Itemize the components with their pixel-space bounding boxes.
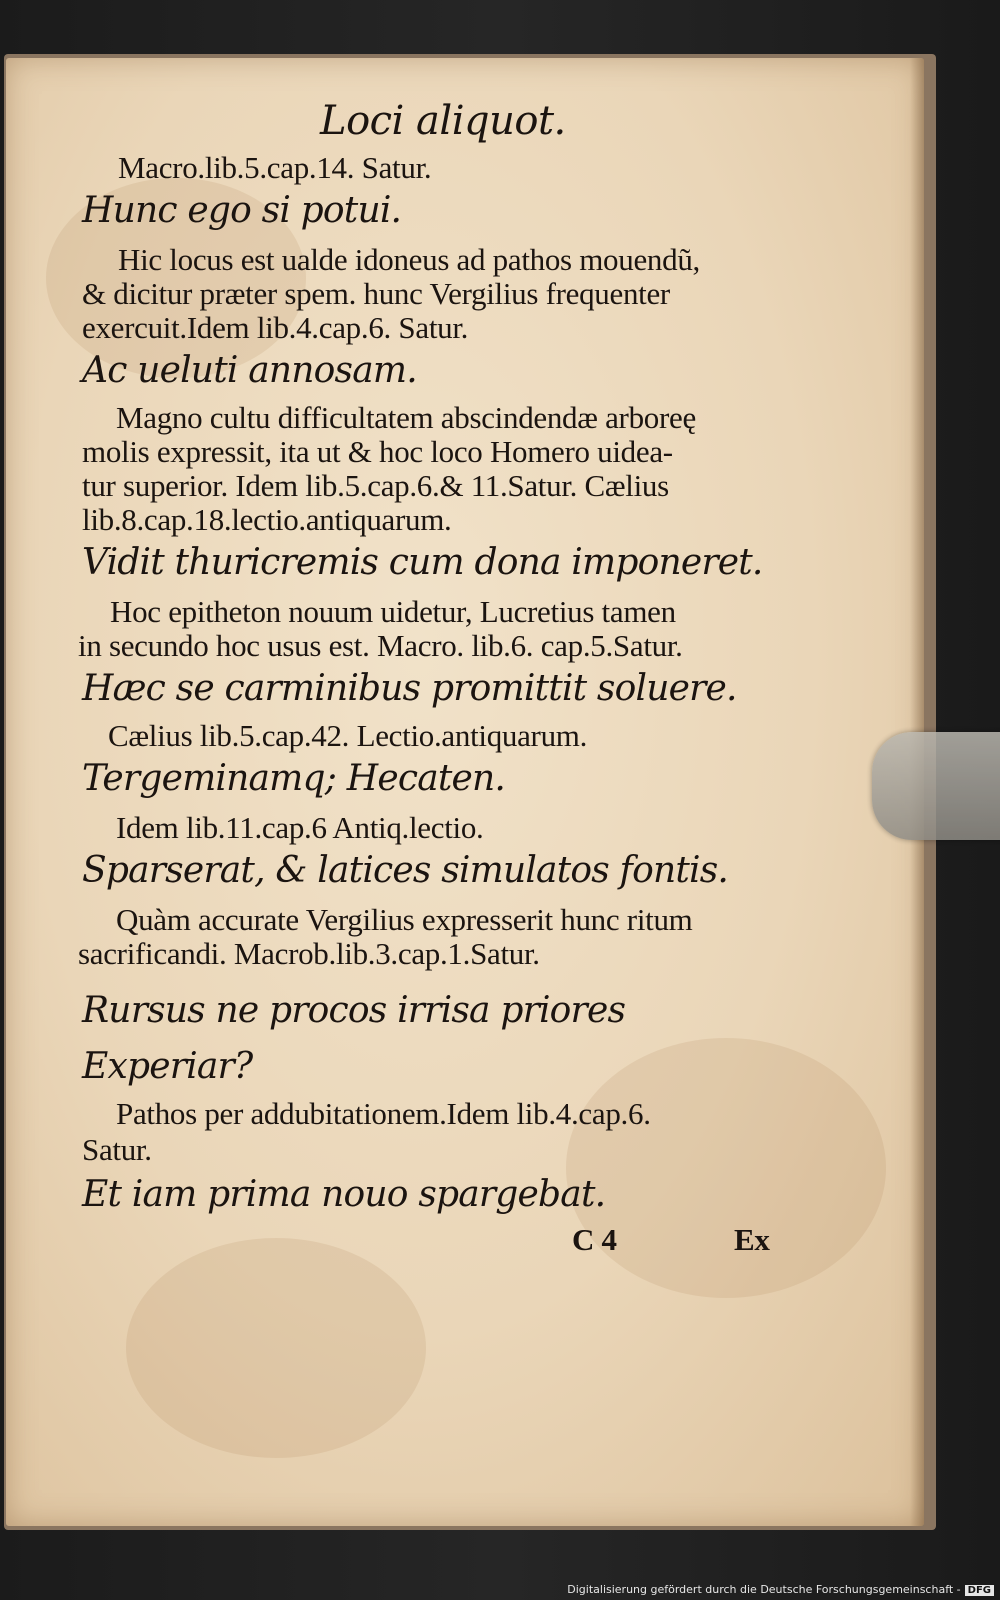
text-line: in secundo hoc usus est. Macro. lib.6. cap.5.Satur. bbox=[78, 628, 683, 663]
text-line: molis expressit, ita ut & hoc loco Homero uidea- bbox=[82, 434, 673, 469]
footer-credit bbox=[567, 1583, 994, 1596]
lemma-line: Hunc ego si potui. bbox=[82, 190, 402, 231]
page-clip-tab bbox=[872, 732, 1000, 840]
lemma-line: Et iam prima nouo spargebat. bbox=[82, 1174, 606, 1215]
text-line: Hoc epitheton nouum uidetur, Lucretius tamen bbox=[110, 594, 676, 629]
lemma-line: Tergeminamq; Hecaten. bbox=[82, 758, 506, 799]
lemma-line: Experiar? bbox=[82, 1046, 253, 1087]
text-line: Hic locus est ualde idoneus ad pathos mouendũ, bbox=[118, 242, 700, 277]
text-line: & dicitur præter spem. hunc Vergilius frequenter bbox=[82, 276, 670, 311]
text-line: lib.8.cap.18.lectio.antiquarum. bbox=[82, 502, 452, 537]
text-line: Macro.lib.5.cap.14. Satur. bbox=[118, 150, 432, 185]
text-line: sacrificandi. Macrob.lib.3.cap.1.Satur. bbox=[78, 936, 540, 971]
text-line: Cælius lib.5.cap.42. Lectio.antiquarum. bbox=[108, 718, 588, 753]
text-line: exercuit.Idem lib.4.cap.6. Satur. bbox=[82, 310, 469, 345]
lemma-line: Rursus ne procos irrisa priores bbox=[82, 990, 626, 1031]
catchword: Ex bbox=[734, 1222, 770, 1257]
text-line: tur superior. Idem lib.5.cap.6.& 11.Satur. Cælius bbox=[82, 468, 669, 503]
signature-mark: C 4 bbox=[572, 1222, 617, 1257]
footer-credit-text: Digitalisierung gefördert durch die Deutsche Forschungsgemeinschaft - bbox=[567, 1583, 961, 1596]
dfg-logo: DFG bbox=[965, 1585, 994, 1596]
running-head: Loci aliquot. bbox=[320, 98, 566, 144]
text-line: Pathos per addubitationem.Idem lib.4.cap.6. bbox=[116, 1096, 651, 1131]
lemma-line: Vidit thuricremis cum dona imponeret. bbox=[82, 542, 763, 583]
lemma-line: Hæc se carminibus promittit soluere. bbox=[82, 668, 737, 709]
text-line: Satur. bbox=[82, 1132, 152, 1167]
text-line: Idem lib.11.cap.6 Antiq.lectio. bbox=[116, 810, 484, 845]
text-line: Quàm accurate Vergilius expresserit hunc ritum bbox=[116, 902, 693, 937]
page-text bbox=[6, 58, 924, 1526]
book-page bbox=[6, 58, 924, 1526]
text-line: Magno cultu difficultatem abscindendæ arboreę bbox=[116, 400, 696, 435]
lemma-line: Sparserat, & latices simulatos fontis. bbox=[82, 850, 729, 891]
lemma-line: Ac ueluti annosam. bbox=[82, 350, 417, 391]
